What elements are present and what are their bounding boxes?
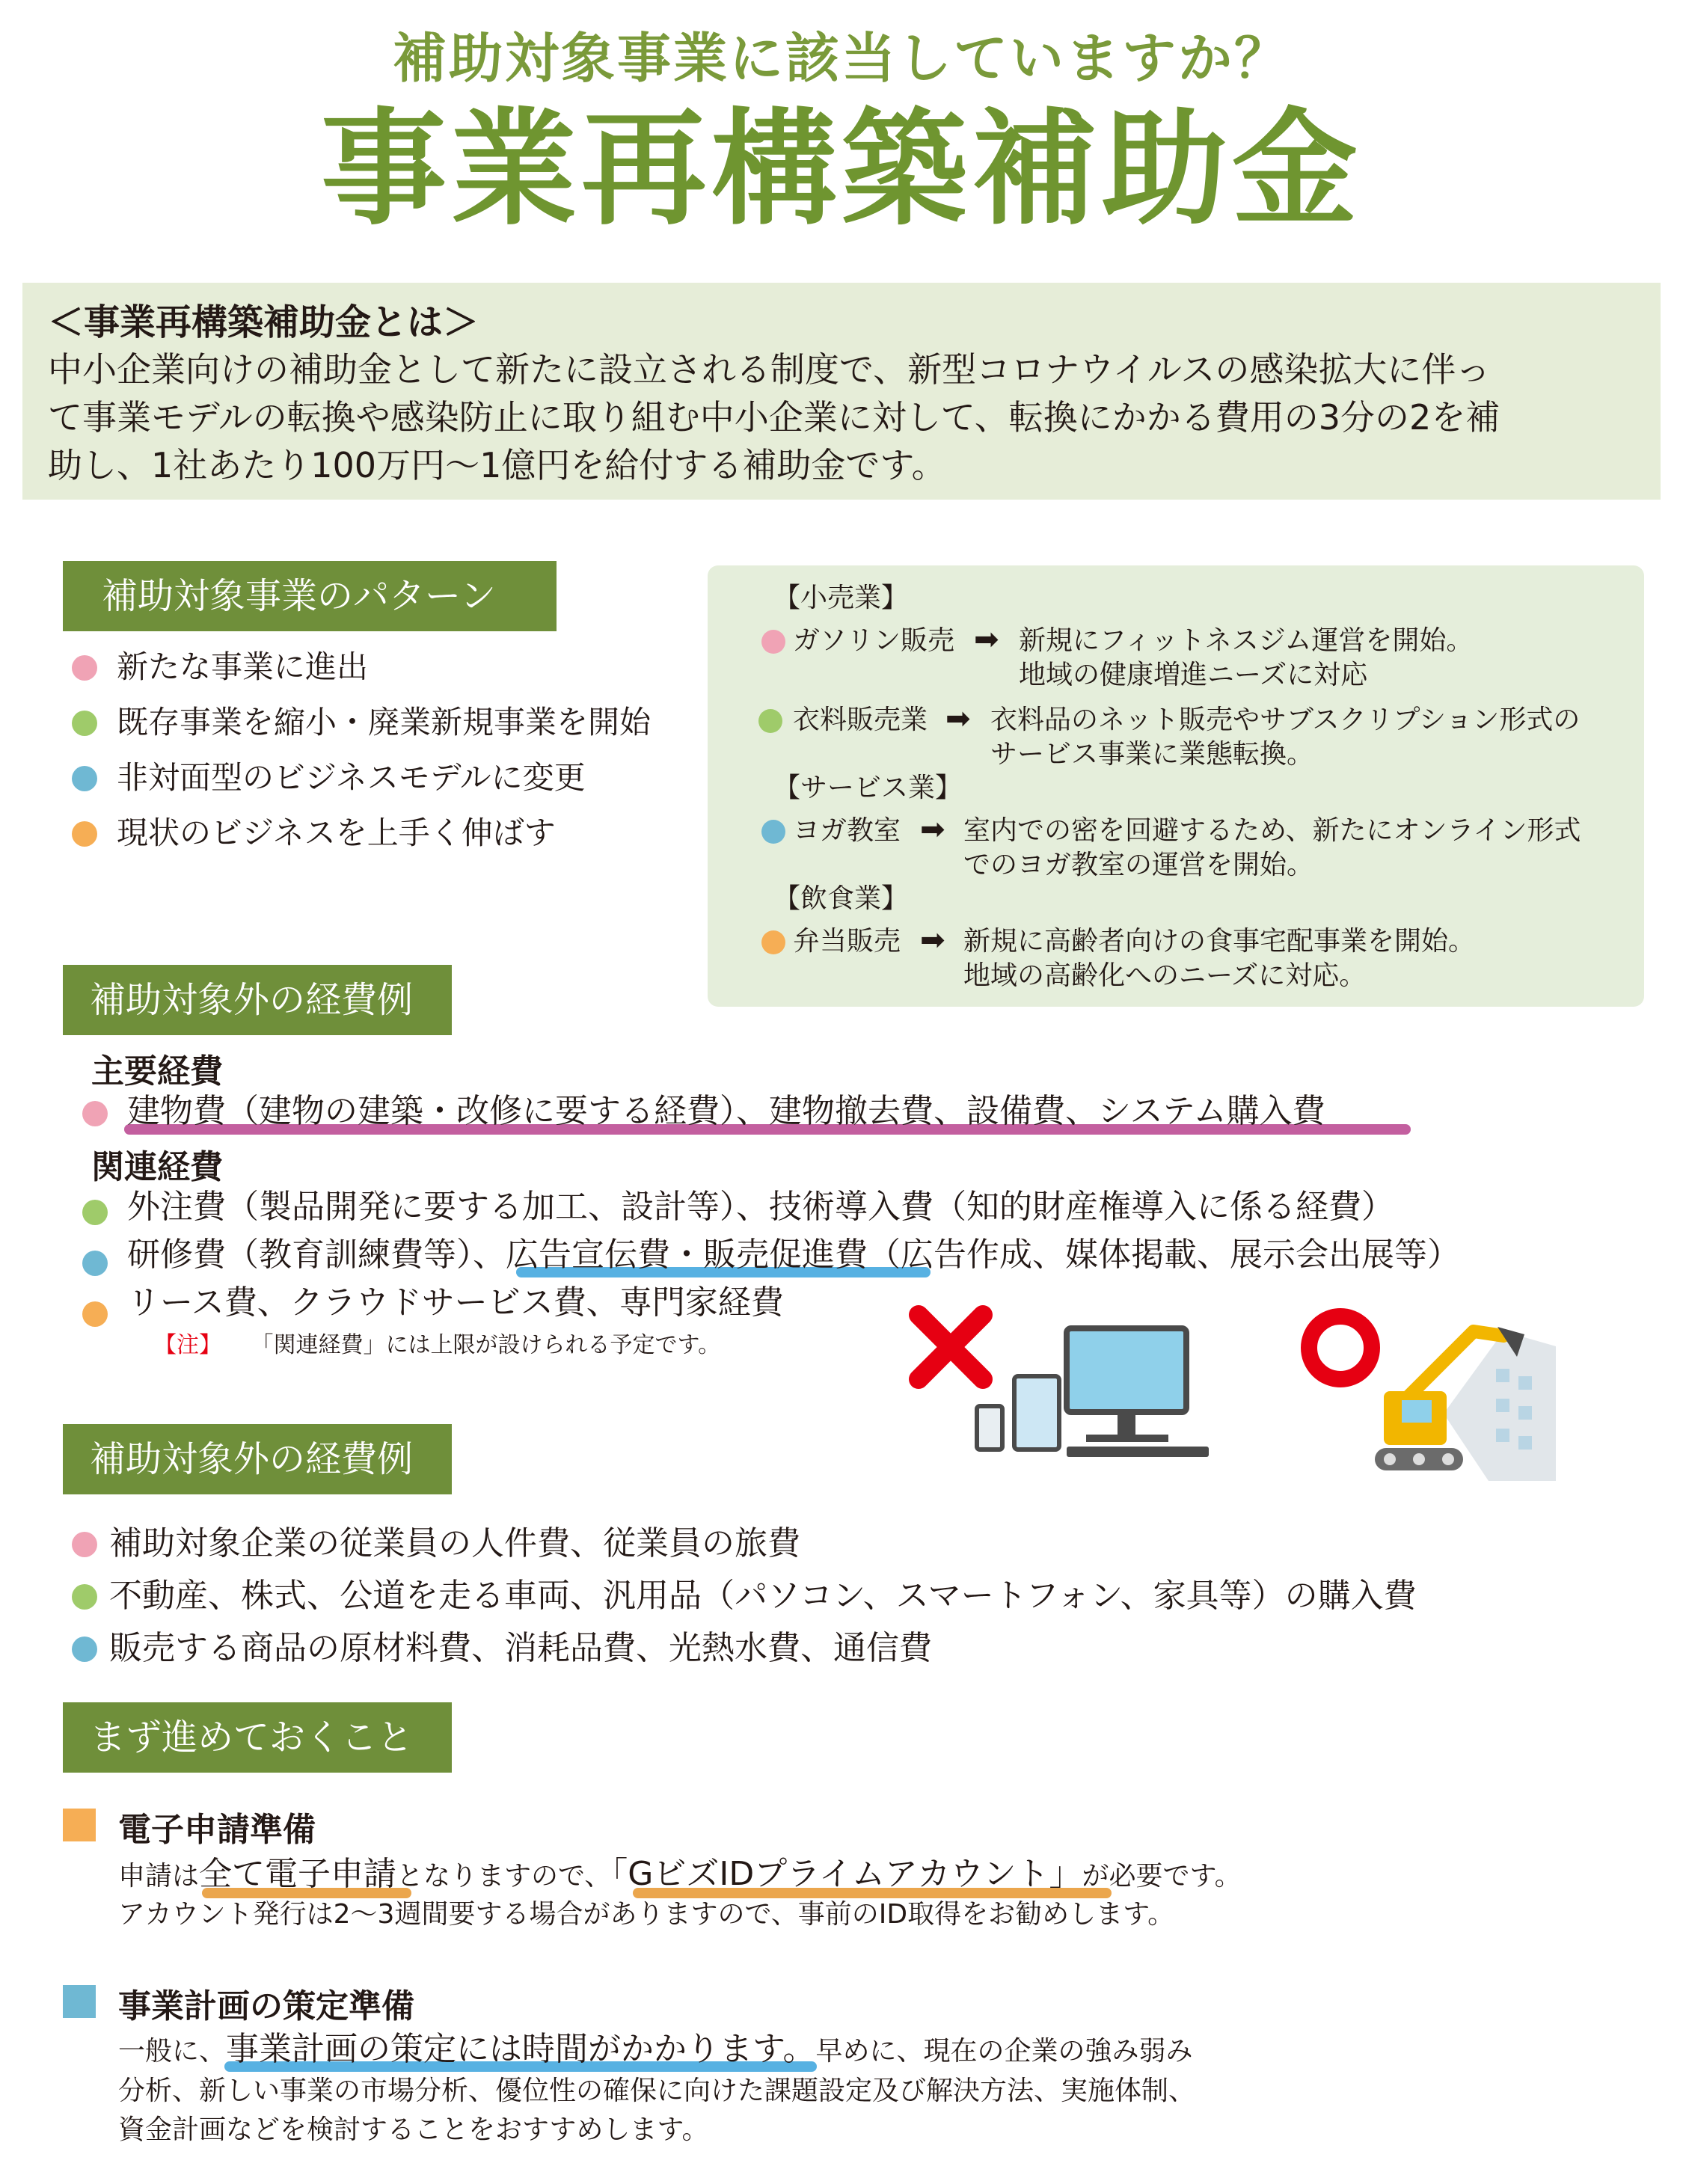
related-expense-item — [127, 1236, 1460, 1274]
expenses-header: 補助対象外の経費例 — [63, 965, 452, 1035]
arrow-right-icon: ➡ — [974, 622, 999, 657]
category-retail: 【小売業】 — [773, 583, 909, 613]
blue-dot-icon — [72, 766, 97, 791]
excluded-item: 補助対象企業の従業員の人件費、従業員の旅費 — [109, 1524, 800, 1562]
text-part: となりますので、 — [396, 1861, 612, 1892]
illustrations — [905, 1301, 1638, 1481]
excluded-header: 補助対象外の経費例 — [63, 1424, 452, 1494]
business-plan-line: 分析、新しい事業の市場分析、優位性の確保に向けた課題設定及び解決方法、実施体制、 — [118, 2076, 1196, 2106]
blue-square-icon — [63, 1985, 96, 2018]
pattern-item: 既存事業を縮小・廃業新規事業を開始 — [117, 704, 652, 740]
example-name: ヨガ教室 — [793, 815, 901, 846]
orange-dot-icon — [72, 821, 97, 847]
blue-dot-icon — [72, 1637, 97, 1662]
pink-dot-icon — [72, 655, 97, 681]
pink-dot-icon — [761, 630, 785, 654]
orange-dot-icon — [82, 1301, 108, 1327]
computer-devices-icon — [977, 1328, 1209, 1457]
category-food: 【飲食業】 — [773, 883, 909, 914]
excluded-item: 販売する商品の原材料費、消耗品費、光熱水費、通信費 — [109, 1629, 932, 1667]
related-expense-highlight: 広告宣伝費・販売促進費 — [506, 1236, 868, 1274]
example-desc: サービス事業に業態転換。 — [990, 739, 1314, 770]
green-dot-icon — [72, 711, 97, 736]
arrow-right-icon: ➡ — [920, 812, 945, 847]
example-desc: でのヨガ教室の運営を開始。 — [963, 850, 1314, 880]
example-desc: 新規にフィットネスジム運営を開始。 — [1019, 625, 1474, 656]
blue-dot-icon — [761, 820, 785, 844]
arrow-right-icon: ➡ — [920, 923, 945, 957]
related-expense-part: 研修費（教育訓練費等）、 — [127, 1236, 506, 1274]
excluded-item: 不動産、株式、公道を走る車両、汎用品（パソコン、スマートフォン、家具等）の購入費 — [109, 1577, 1417, 1615]
intro-line: て事業モデルの転換や感染防止に取り組む中小企業に対して、転換にかかる費用の3分の2を補 — [48, 397, 1500, 438]
intro-line: 助し、1社あたり100万円～1億円を給付する補助金です。 — [48, 445, 946, 485]
main-expense-item: 建物費（建物の建築・改修に要する経費）、建物撤去費、設備費、システム購入費 — [127, 1092, 1325, 1130]
pink-dot-icon — [82, 1101, 108, 1126]
example-desc: 衣料品のネット販売やサブスクリプション形式の — [990, 705, 1581, 735]
related-expenses-label: 関連経費 — [91, 1148, 223, 1186]
text-highlight: 事業計画の策定には時間がかかります。 — [226, 2030, 816, 2068]
patterns-header: 補助対象事業のパターン — [63, 561, 557, 631]
prep-header: まず進めておくこと — [63, 1702, 452, 1773]
circle-mark-icon — [1309, 1316, 1372, 1379]
related-expense-part: （広告作成、媒体掲載、展示会出展等） — [868, 1236, 1460, 1274]
pattern-item: 非対面型のビジネスモデルに変更 — [117, 759, 586, 796]
pattern-item: 現状のビジネスを上手く伸ばす — [117, 815, 556, 851]
text-highlight: 全て電子申請 — [199, 1855, 397, 1893]
intro-line: 中小企業向けの補助金として新たに設立される制度で、新型コロナウイルスの感染拡大に伴っ — [48, 349, 1491, 390]
examples-box — [708, 565, 1644, 1007]
note — [154, 1327, 720, 1364]
example-desc: 新規に高齢者向けの食事宅配事業を開始。 — [963, 926, 1476, 957]
business-plan-line — [118, 2028, 1193, 2073]
pink-dot-icon — [72, 1532, 97, 1557]
e-application-title: 電子申請準備 — [118, 1811, 316, 1849]
example-name: 弁当販売 — [793, 926, 901, 957]
e-application-line — [118, 1853, 1242, 1898]
orange-dot-icon — [761, 930, 785, 954]
blue-dot-icon — [82, 1251, 108, 1276]
text-part: 一般に、 — [118, 2036, 227, 2067]
green-dot-icon — [82, 1200, 108, 1225]
category-service: 【サービス業】 — [773, 773, 963, 803]
green-dot-icon — [758, 709, 782, 733]
example-desc: 地域の健康増進ニーズに対応 — [1019, 660, 1368, 690]
text-part: が必要です。 — [1082, 1861, 1242, 1892]
intro-heading: ＜事業再構築補助金とは＞ — [48, 301, 479, 343]
example-name: 衣料販売業 — [793, 705, 928, 735]
text-part: 申請は — [118, 1861, 200, 1892]
excavator-building-icon — [1375, 1327, 1556, 1481]
example-desc: 地域の高齢化へのニーズに対応。 — [963, 960, 1367, 991]
business-plan-title: 事業計画の策定準備 — [118, 1987, 414, 2025]
page-title: 事業再構築補助金 — [321, 96, 1362, 242]
note-tag: 【注】 — [154, 1332, 221, 1358]
pattern-item: 新たな事業に進出 — [117, 648, 369, 685]
page-subtitle: 補助対象事業に該当していますか？ — [392, 27, 1290, 90]
orange-square-icon — [63, 1809, 96, 1841]
related-expense-item: リース費、クラウドサービス費、専門家経費 — [127, 1283, 784, 1322]
text-highlight: 「GビズIDプライムアカウント」 — [611, 1855, 1082, 1893]
intro-box — [22, 283, 1661, 500]
related-expense-item: 外注費（製品開発に要する加工、設計等）、技術導入費（知的財産権導入に係る経費） — [127, 1188, 1394, 1226]
e-application-line: アカウント発行は2～3週間要する場合がありますので、事前のID取得をお勧めします。 — [118, 1899, 1175, 1930]
text-part: 早めに、現在の企業の強み弱み — [815, 2036, 1193, 2067]
example-desc: 室内での密を回避するため、新たにオンライン形式 — [963, 815, 1581, 846]
note-text: 「関連経費」には上限が設けられる予定です。 — [251, 1332, 721, 1358]
green-dot-icon — [72, 1584, 97, 1610]
main-expenses-label: 主要経費 — [91, 1052, 223, 1091]
arrow-right-icon: ➡ — [945, 702, 971, 736]
business-plan-line: 資金計画などを検討することをおすすめします。 — [118, 2114, 709, 2145]
example-name: ガソリン販売 — [793, 625, 955, 656]
cross-mark-icon — [919, 1315, 983, 1379]
